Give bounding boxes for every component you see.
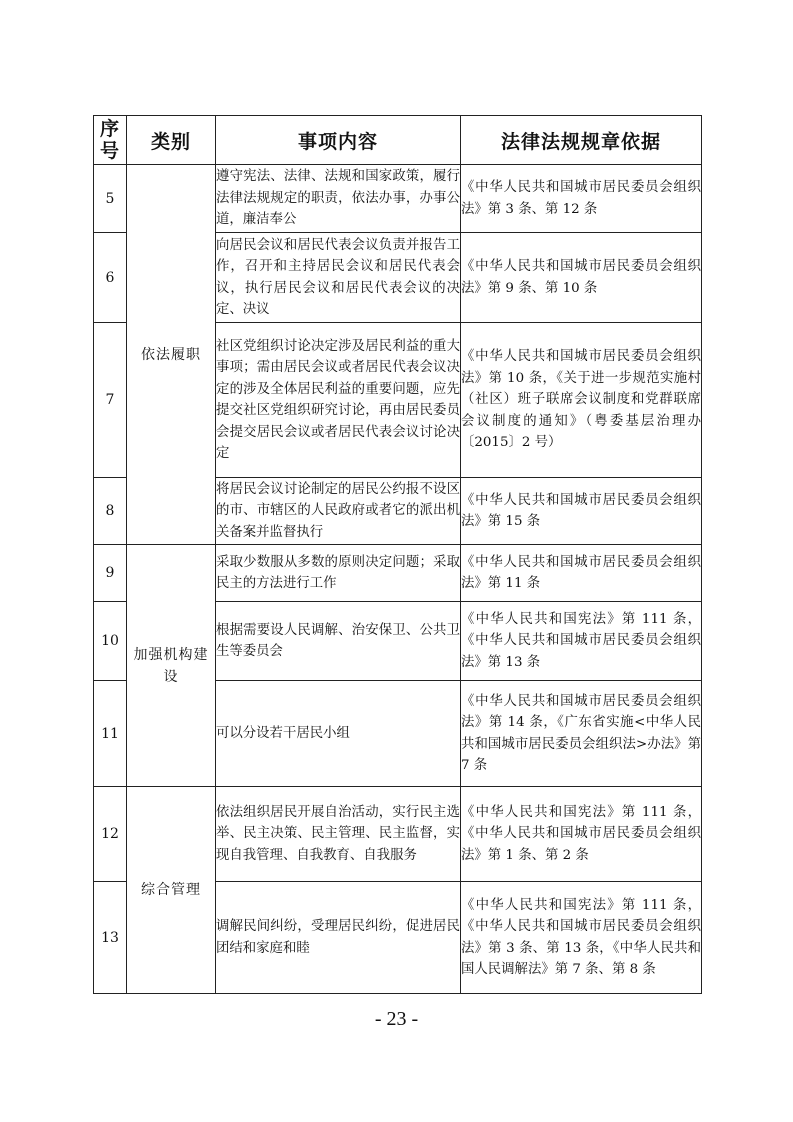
row-number: 10 xyxy=(94,602,127,681)
category-cell: 依法履职 xyxy=(127,165,216,545)
row-content: 将居民会议讨论制定的居民公约报不设区的市、市辖区的人民政府或者它的派出机关备案并监督执行 xyxy=(216,478,461,545)
row-basis: 《中华人民共和国城市居民委员会组织法》第 9 条、第 10 条 xyxy=(461,233,702,323)
header-basis: 法律法规规章依据 xyxy=(461,116,702,165)
row-content: 社区党组织讨论决定涉及居民利益的重大事项；需由居民会议或者居民代表会议决定的涉及全体居民利益的重要问题，应先提交社区党组织研究讨论，再由居民委员会提交居民会议或者居民代表会议讨论决定 xyxy=(216,323,461,478)
table-row xyxy=(94,545,702,602)
table-row xyxy=(94,165,702,233)
row-number: 11 xyxy=(94,681,127,787)
row-content: 向居民会议和居民代表会议负责并报告工作，召开和主持居民会议和居民代表会议，执行居民会议和居民代表会议的决定、决议 xyxy=(216,233,461,323)
row-basis: 《中华人民共和国宪法》第 111 条，《中华人民共和国城市居民委员会组织法》第 3 条、第 13 条，《中华人民共和国人民调解法》第 7 条、第 8 条 xyxy=(461,882,702,994)
row-content: 根据需要设人民调解、治安保卫、公共卫生等委员会 xyxy=(216,602,461,681)
row-number: 5 xyxy=(94,165,127,233)
row-content: 采取少数服从多数的原则决定问题；采取民主的方法进行工作 xyxy=(216,545,461,602)
category-cell: 加强机构建设 xyxy=(127,545,216,787)
header-category: 类别 xyxy=(127,116,216,165)
row-number: 7 xyxy=(94,323,127,478)
row-number: 13 xyxy=(94,882,127,994)
row-basis: 《中华人民共和国宪法》第 111 条，《中华人民共和国城市居民委员会组织法》第 13 条 xyxy=(461,602,702,681)
row-basis: 《中华人民共和国城市居民委员会组织法》第 3 条、第 12 条 xyxy=(461,165,702,233)
row-number: 12 xyxy=(94,787,127,882)
header-row xyxy=(94,116,702,165)
matters-table xyxy=(93,115,702,994)
category-cell: 综合管理 xyxy=(127,787,216,994)
row-basis: 《中华人民共和国城市居民委员会组织法》第 14 条，《广东省实施<中华人民共和国城市居民委员会组织法>办法》第 7 条 xyxy=(461,681,702,787)
row-content: 遵守宪法、法律、法规和国家政策，履行法律法规规定的职责，依法办事，办事公道，廉洁奉公 xyxy=(216,165,461,233)
row-basis: 《中华人民共和国宪法》第 111 条，《中华人民共和国城市居民委员会组织法》第 1 条、第 2 条 xyxy=(461,787,702,882)
row-basis: 《中华人民共和国城市居民委员会组织法》第 15 条 xyxy=(461,478,702,545)
table-row xyxy=(94,787,702,882)
row-content: 可以分设若干居民小组 xyxy=(216,681,461,787)
row-number: 6 xyxy=(94,233,127,323)
row-content: 依法组织居民开展自治活动，实行民主选举、民主决策、民主管理、民主监督，实现自我管理、自我教育、自我服务 xyxy=(216,787,461,882)
row-content: 调解民间纠纷，受理居民纠纷，促进居民团结和家庭和睦 xyxy=(216,882,461,994)
page-number: - 23 - xyxy=(374,1008,419,1030)
row-basis: 《中华人民共和国城市居民委员会组织法》第 10 条，《关于进一步规范实施村（社区）班子联席会议制度和党群联席会议制度的通知》（粤委基层治理办〔2015〕2 号） xyxy=(461,323,702,478)
header-content: 事项内容 xyxy=(216,116,461,165)
row-basis: 《中华人民共和国城市居民委员会组织法》第 11 条 xyxy=(461,545,702,602)
row-number: 9 xyxy=(94,545,127,602)
header-seq: 序号 xyxy=(94,116,127,165)
row-number: 8 xyxy=(94,478,127,545)
